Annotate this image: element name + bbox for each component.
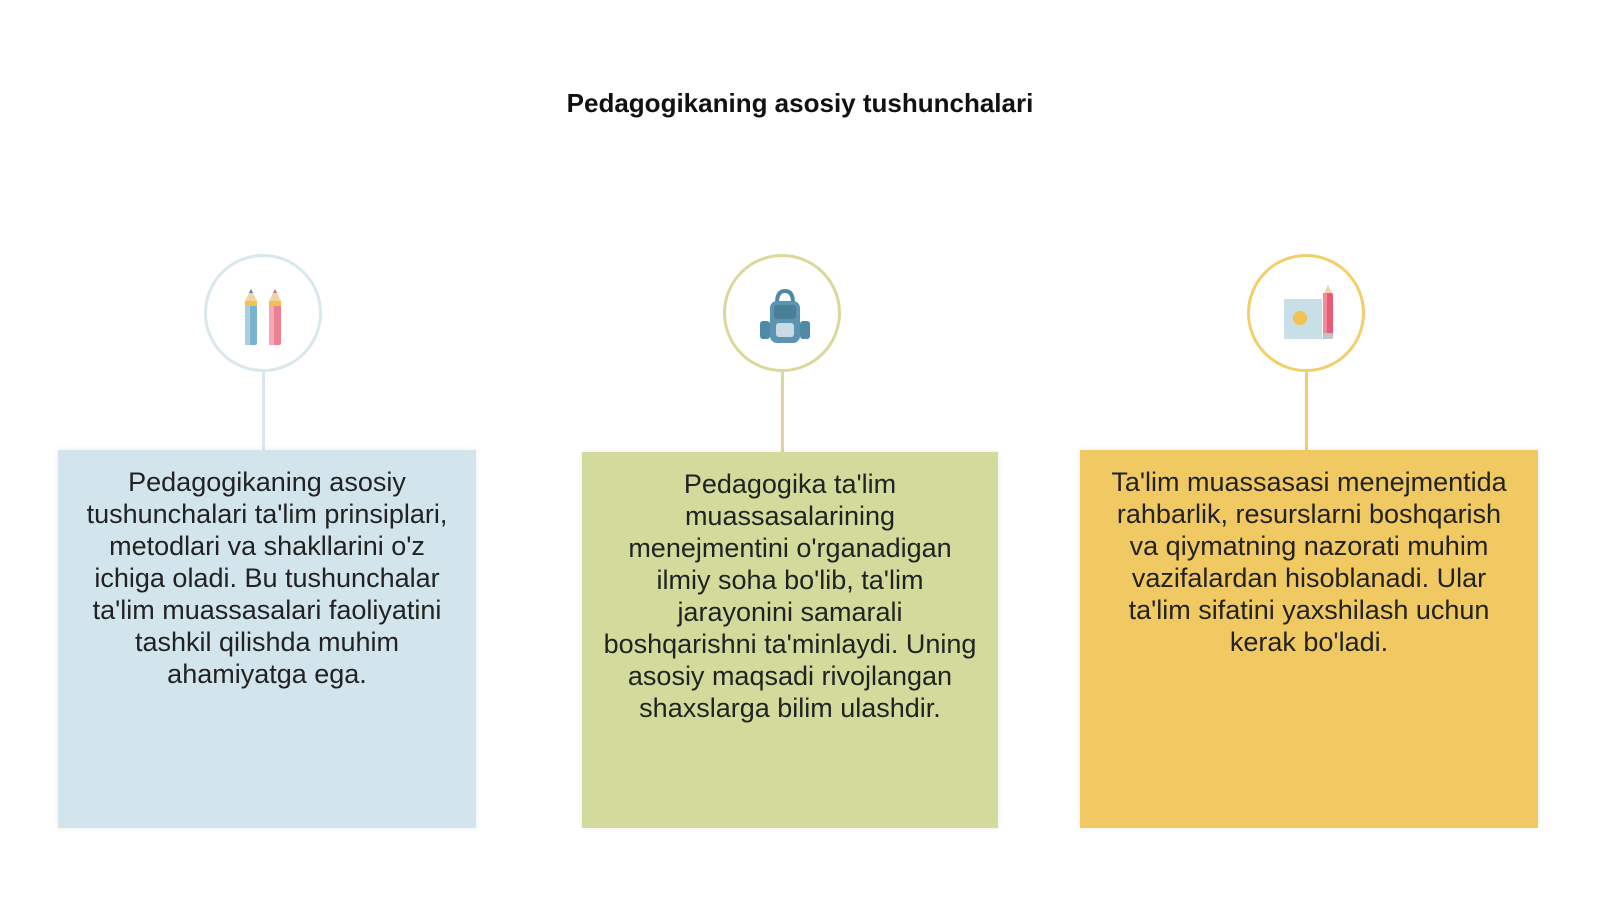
connector-line-3 [1305,372,1308,450]
concept-card-1 [58,450,476,828]
icon-circle-1 [204,254,322,372]
drawing-pencil-icon [1274,281,1344,351]
page-title: Pedagogikaning asosiy tushunchalari [566,88,1034,118]
concept-card-2 [582,452,998,828]
card-text-2: Pedagogika ta'lim muassasalarining menejmentini o'rganadigan ilmiy soha bo'lib, ta'lim jarayonini samarali boshqarishni ta'minlaydi. Uning asosiy maqsadi rivojlangan shaxslarga bilim ulashdir. [603,469,977,723]
pencils-icon [231,281,301,351]
connector-line-2 [781,372,784,452]
card-text-3: Ta'lim muassasasi menejmentida rahbarlik, resurslarni boshqarish va qiymatning nazorati muhim vazifalardan hisoblanadi. Ular ta'lim sifatini yaxshilash uchun kerak bo'ladi. [1111,467,1507,657]
connector-line-1 [262,372,265,450]
icon-circle-2 [723,254,841,372]
concept-card-3 [1080,450,1538,828]
backpack-icon [750,281,820,351]
icon-circle-3 [1247,254,1365,372]
card-text-1: Pedagogikaning asosiy tushunchalari ta'lim prinsiplari, metodlari va shakllarini o'z ichiga oladi. Bu tushunchalar ta'lim muassasalari faoliyatini tashkil qilishda muhim ahamiyatga ega. [86,467,448,689]
